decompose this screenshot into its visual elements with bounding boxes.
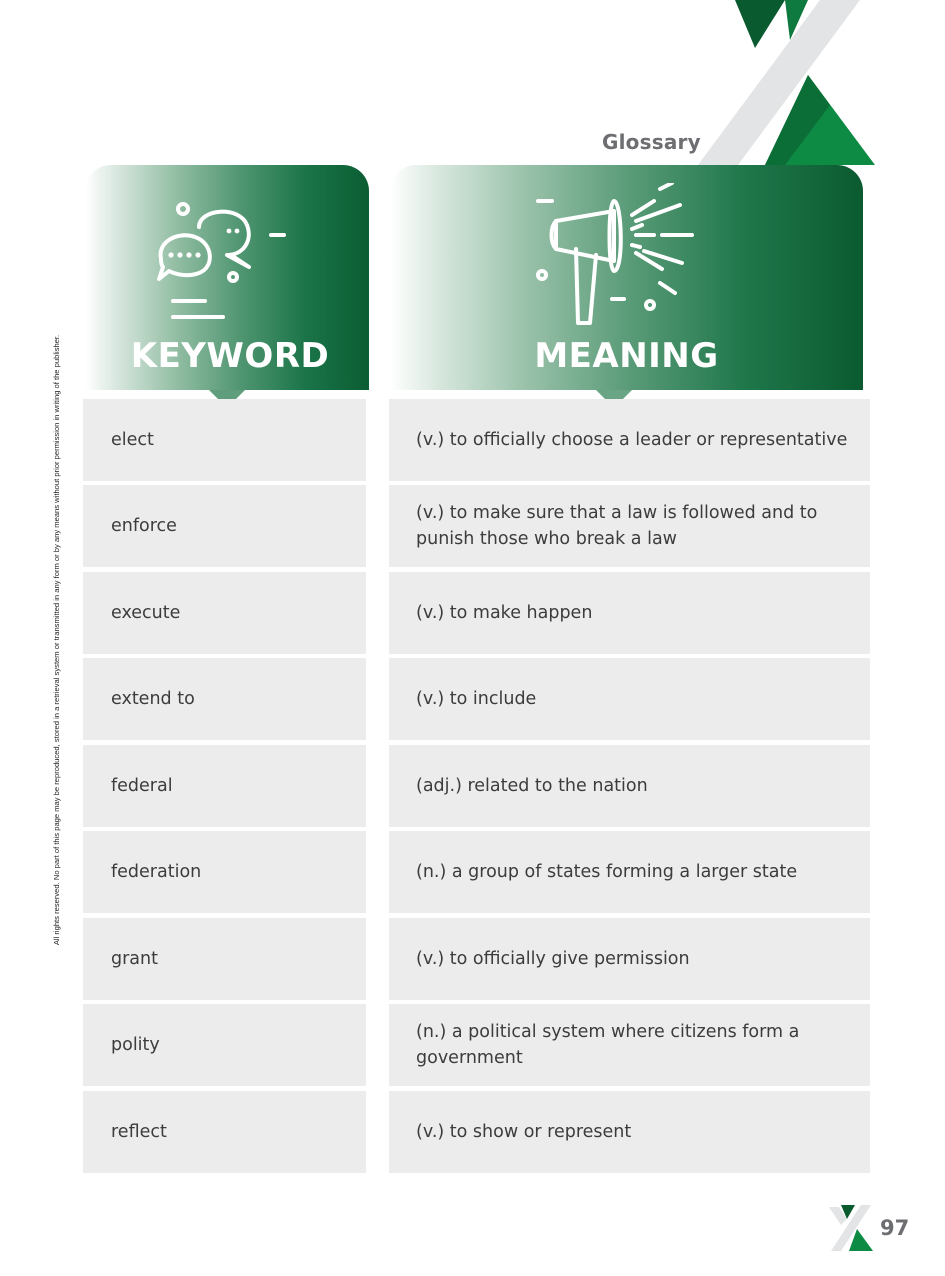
brand-logo-icon xyxy=(690,0,880,170)
meaning-cell: (adj.) related to the nation xyxy=(389,745,870,827)
meaning-cell: (v.) to officially give permission xyxy=(389,918,870,1000)
meaning-cell: (n.) a group of states forming a larger state xyxy=(389,831,870,913)
meaning-header-label: MEANING xyxy=(534,336,719,376)
keyword-cell: extend to xyxy=(83,658,366,740)
page-number: 97 xyxy=(880,1216,910,1240)
meaning-cell: (v.) to include xyxy=(389,658,870,740)
glossary-row xyxy=(0,572,945,654)
meaning-column-header xyxy=(390,165,863,390)
keyword-cell: federal xyxy=(83,745,366,827)
megaphone-icon xyxy=(532,183,717,328)
meaning-cell: (v.) to make sure that a law is followed and to punish those who break a law xyxy=(389,485,870,567)
glossary-row xyxy=(0,658,945,740)
copyright-note: All rights reserved. No part of this page may be reproduced, stored in a retrieval system or transmitted in any form or by any means without prior permission in writing of the publisher. xyxy=(52,334,61,946)
glossary-row xyxy=(0,745,945,827)
glossary-row xyxy=(0,1004,945,1086)
glossary-row xyxy=(0,1091,945,1173)
speech-bubbles-icon xyxy=(151,197,291,322)
glossary-row xyxy=(0,918,945,1000)
keyword-cell: reflect xyxy=(83,1091,366,1173)
keyword-cell: grant xyxy=(83,918,366,1000)
keyword-cell: polity xyxy=(83,1004,366,1086)
meaning-cell: (v.) to officially choose a leader or representative xyxy=(389,399,870,481)
glossary-row xyxy=(0,485,945,567)
keyword-cell: elect xyxy=(83,399,366,481)
keyword-column-header xyxy=(85,165,369,390)
glossary-row xyxy=(0,831,945,913)
keyword-cell: enforce xyxy=(83,485,366,567)
keyword-cell: execute xyxy=(83,572,366,654)
meaning-cell: (v.) to show or represent xyxy=(389,1091,870,1173)
meaning-cell: (n.) a political system where citizens form a government xyxy=(389,1004,870,1086)
meaning-cell: (v.) to make happen xyxy=(389,572,870,654)
glossary-row xyxy=(0,399,945,481)
brand-logo-small-icon xyxy=(829,1205,873,1251)
keyword-header-label: KEYWORD xyxy=(130,336,330,376)
page-title: Glossary xyxy=(602,130,701,154)
keyword-cell: federation xyxy=(83,831,366,913)
